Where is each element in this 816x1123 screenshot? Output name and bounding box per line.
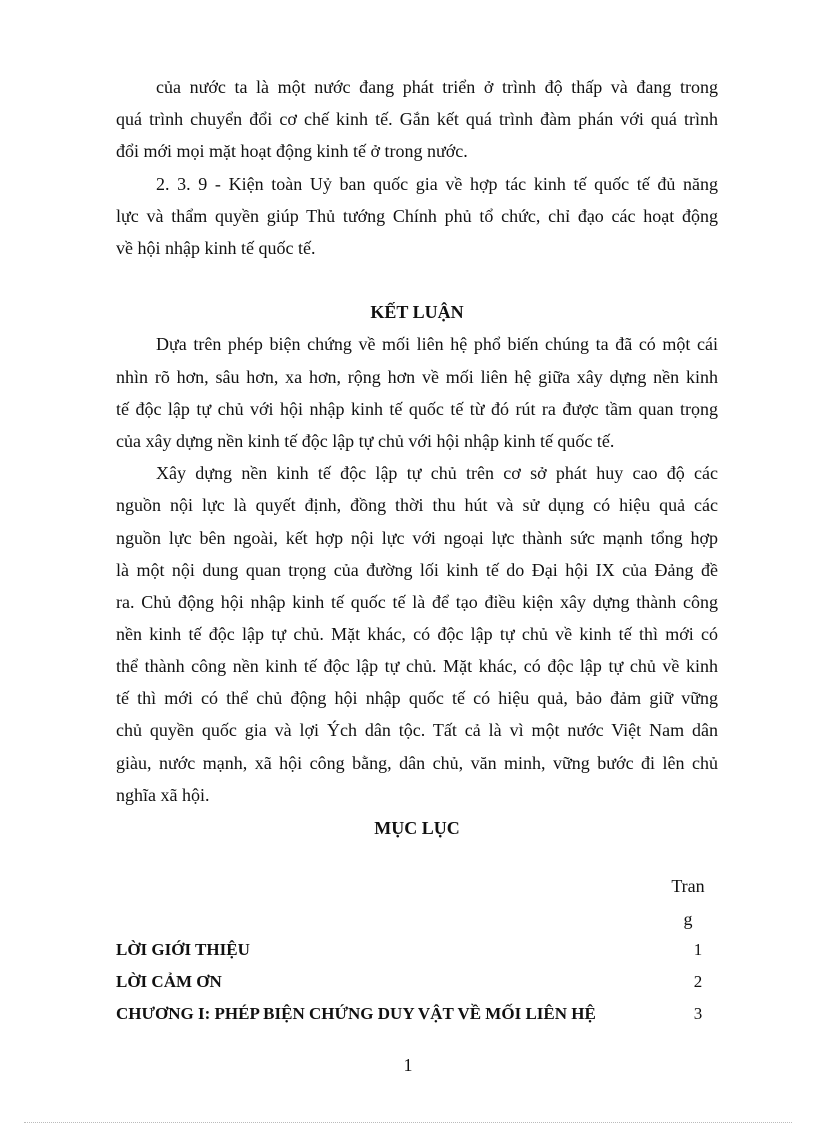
- conclusion-line: tế độc lập tự chủ với hội nhập kinh tế quốc tế từ đó rút ra được tầm quan trọng: [116, 399, 718, 419]
- toc-entry-page: 2: [693, 972, 703, 991]
- toc-entry-title[interactable]: LỜI GIỚI THIỆU: [116, 940, 250, 959]
- item-line: về hội nhập kinh tế quốc tế.: [116, 238, 316, 258]
- conclusion-line: ra. Chủ động hội nhập kinh tế quốc tế là để tạo điều kiện xây dựng thành công: [116, 592, 718, 612]
- conclusion-line: giàu, nước mạnh, xã hội công bằng, dân chủ, văn minh, vững bước đi lên chủ: [116, 753, 718, 773]
- conclusion-line: nguồn nội lực là quyết định, đồng thời thu hút và sử dụng có hiệu quả các: [116, 495, 718, 515]
- toc-entry-page: 3: [693, 1004, 703, 1023]
- conclusion-line: Xây dựng nền kinh tế độc lập tự chủ trên cơ sở phát huy cao độ các: [156, 463, 718, 483]
- conclusion-line: nguồn lực bên ngoài, kết hợp nội lực với ngoại lực thành sức mạnh tổng hợp: [116, 528, 718, 548]
- body-line: đổi mới mọi mặt hoạt động kinh tế ở trong nước.: [116, 141, 468, 161]
- toc-entry-title[interactable]: CHƯƠNG I: PHÉP BIỆN CHỨNG DUY VẬT VỀ MỐI LIÊN HỆ: [116, 1004, 596, 1023]
- conclusion-line: nền kinh tế độc lập tự chủ. Mặt khác, có độc lập tự chủ về kinh tế thì mới có: [116, 624, 718, 644]
- item-line: 2. 3. 9 - Kiện toàn Uỷ ban quốc gia về hợp tác kinh tế quốc tế đủ năng: [156, 174, 718, 194]
- toc-entry-title[interactable]: LỜI CẢM ƠN: [116, 972, 222, 991]
- conclusion-line: thể thành công nền kinh tế độc lập tự chủ. Mặt khác, có độc lập tự chủ về kinh: [116, 656, 718, 676]
- conclusion-line: nhìn rõ hơn, sâu hơn, xa hơn, rộng hơn về mối liên hệ giữa xây dựng nền kinh: [116, 367, 718, 387]
- conclusion-heading: KẾT LUẬN: [370, 302, 464, 322]
- toc-entry[interactable]: [116, 998, 718, 1030]
- page-number: 1: [403, 1055, 413, 1075]
- conclusion-line: Dựa trên phép biện chứng về mối liên hệ phổ biến chúng ta đã có một cái: [156, 334, 718, 354]
- conclusion-line: tế thì mới có thể chủ động hội nhập quốc tế có hiệu quả, bảo đảm giữ vững: [116, 688, 718, 708]
- conclusion-line: là một nội dung quan trọng của đường lối kinh tế do Đại hội IX của Đảng đề: [116, 560, 718, 580]
- body-line: của nước ta là một nước đang phát triển ở trình độ thấp và đang trong: [156, 77, 718, 97]
- conclusion-line: của xây dựng nền kinh tế độc lập tự chủ với hội nhập kinh tế quốc tế.: [116, 431, 615, 451]
- toc-page-column-header: Tran: [671, 876, 705, 896]
- toc-page-column-header-wrap: g: [683, 909, 693, 929]
- conclusion-line: chủ quyền quốc gia và lợi Ých dân tộc. Tất cả là vì một nước Việt Nam dân: [116, 720, 718, 740]
- toc-entry[interactable]: [116, 934, 718, 966]
- toc-entry[interactable]: [116, 966, 718, 998]
- toc-heading: MỤC LỤC: [374, 818, 460, 838]
- toc-entry-page: 1: [693, 940, 703, 959]
- conclusion-line: nghĩa xã hội.: [116, 785, 210, 805]
- body-line: quá trình chuyển đổi cơ chế kinh tế. Gắn kết quá trình đàm phán với quá trình: [116, 109, 718, 129]
- item-line: lực và thẩm quyền giúp Thủ tướng Chính phủ tổ chức, chỉ đạo các hoạt động: [116, 206, 718, 226]
